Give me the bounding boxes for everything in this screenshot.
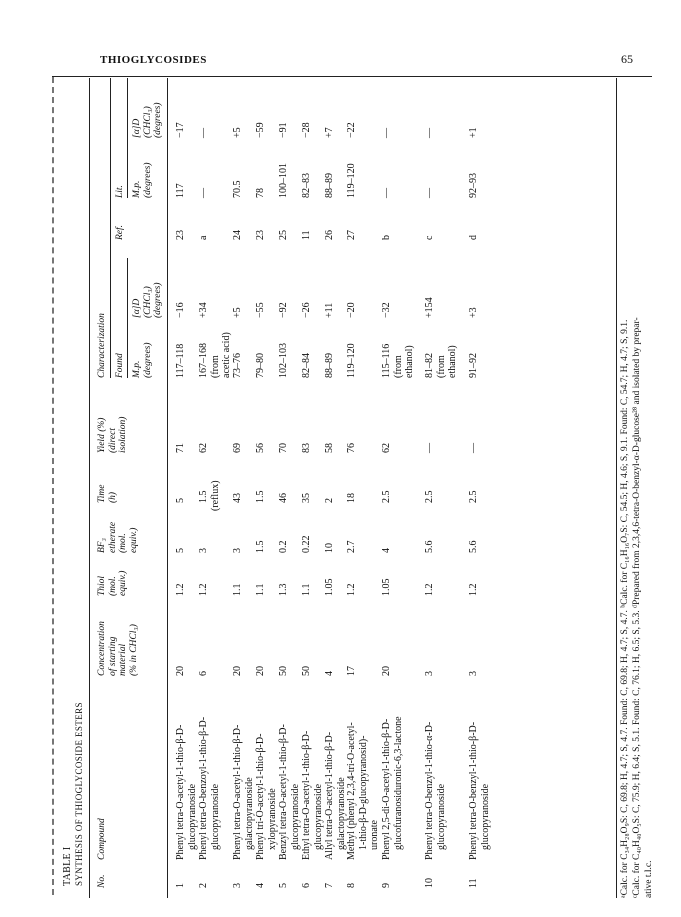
lit-rotation-value: −91	[278, 122, 289, 138]
header-lit-mp: M.p. (degrees)	[132, 162, 153, 198]
found-rotation-value: +3	[468, 307, 479, 318]
bf3-value: 2.7	[346, 540, 357, 553]
thiol-value: 1.1	[255, 583, 266, 596]
time-value: 2.5	[468, 490, 479, 503]
found-mp-value: 119–120	[346, 343, 357, 378]
rotated-table	[60, 78, 660, 898]
row-number: 2	[198, 883, 209, 888]
thiol-value: 1.3	[278, 583, 289, 596]
header-thiol: Thiol (mol. equiv.)	[97, 570, 128, 596]
gutter-rule	[52, 77, 54, 895]
row-number: 4	[255, 883, 266, 888]
compound-name: glucopyranoside	[186, 783, 198, 850]
lit-rotation-value: −17	[175, 122, 186, 138]
compound-name: uronate	[369, 820, 380, 850]
found-mp-value: (from	[435, 355, 447, 378]
found-mp-value: 167–168	[198, 343, 209, 378]
yield-value: 76	[346, 443, 357, 453]
found-rule	[127, 258, 128, 378]
concentration-value: 3	[424, 671, 435, 676]
header-ref: Ref.	[115, 224, 125, 240]
ref-value: 27	[346, 230, 357, 240]
compound-name: Phenyl tetra-O-acetyl-1-thio-β-D-	[175, 724, 186, 860]
ref-value: 25	[278, 230, 289, 240]
compound-name: glucofuranosiduronic-6,3-lactone	[392, 716, 404, 850]
found-rotation-value: +5	[232, 307, 243, 318]
yield-value: 56	[255, 443, 266, 453]
found-mp-value: ethanol)	[447, 345, 458, 378]
found-rotation-value: −55	[255, 302, 266, 318]
found-mp-value: acetic acid)	[221, 332, 232, 378]
header-lit: Lit.	[115, 185, 125, 198]
lit-rotation-value: —	[381, 128, 392, 138]
found-mp-value: 117–118	[175, 343, 186, 378]
found-rotation-value: −92	[278, 302, 289, 318]
yield-value: 58	[324, 443, 335, 453]
running-title: THIOGLYCOSIDES	[100, 54, 207, 66]
row-number: 3	[232, 883, 243, 888]
lit-rotation-value: −59	[255, 122, 266, 138]
compound-name: Phenyl tetra-O-benzyl-1-thio-β-D-	[468, 721, 479, 860]
table-bottom-rule	[616, 78, 617, 898]
compound-name: galactopyranoside	[335, 777, 347, 850]
bf3-value: 0.22	[301, 535, 312, 553]
concentration-value: 20	[175, 666, 186, 676]
lit-mp-value: —	[424, 188, 435, 198]
bf3-value: 10	[324, 543, 335, 553]
row-number: 6	[301, 883, 312, 888]
yield-value: —	[424, 443, 435, 453]
ref-value: 26	[324, 230, 335, 240]
lit-mp-value: —	[381, 188, 392, 198]
concentration-value: 4	[324, 671, 335, 676]
time-note: (reflux)	[209, 480, 221, 511]
compound-name: galactopyranoside	[243, 777, 255, 850]
found-rotation-value: +11	[324, 302, 335, 318]
compound-name: glucopyranoside	[289, 783, 301, 850]
thiol-value: 1.2	[198, 583, 209, 596]
page-number: 65	[621, 52, 633, 66]
ref-value: a	[198, 235, 209, 240]
time-value: 1.5	[198, 490, 209, 503]
header-rule	[52, 76, 652, 77]
compound-name: glucopyranoside	[209, 783, 221, 850]
time-value: 35	[301, 493, 312, 503]
ref-value: 24	[232, 230, 243, 240]
found-mp-value: 91–92	[468, 353, 479, 378]
found-rotation-value: −20	[346, 302, 357, 318]
found-mp-value: 81–82	[424, 353, 435, 378]
compound-name: glucopyranoside	[435, 783, 447, 850]
row-number: 8	[346, 883, 357, 888]
time-value: 46	[278, 493, 289, 503]
header-bottom-rule	[167, 78, 168, 898]
found-mp-value: (from	[209, 355, 221, 378]
header-found-rotation: [α]D (CHCl₃) (degrees)	[132, 282, 163, 318]
footnote-line-1: ᵃCalc. for C₃₄H₂₈O₉S: C, 69.8; H, 4.7; S, 4.7. Found: C, 69.8; H, 4.7; S, 4.7. ᵇCalc. for C₁₆H₁₆O₇S: C, 54.5; H, 4.6; S, 9.1. Found: C, 54.7; H, 4.7; S, 9.1.	[620, 319, 630, 898]
found-mp-value: 79–80	[255, 353, 266, 378]
row-number: 10	[424, 878, 435, 888]
thiol-value: 1.05	[381, 578, 392, 596]
header-found-mp: M.p. (degrees)	[132, 342, 153, 378]
time-value: 18	[346, 493, 357, 503]
yield-value: 62	[381, 443, 392, 453]
compound-name: Phenyl tetra-O-benzoyl-1-thio-β-D-	[198, 716, 209, 860]
bf3-value: 4	[381, 548, 392, 553]
found-rotation-value: −26	[301, 302, 312, 318]
found-mp-value: ethanol)	[404, 345, 415, 378]
lit-rotation-value: +5	[232, 127, 243, 138]
lit-mp-value: 119–120	[346, 163, 357, 198]
table-top-rule	[89, 78, 90, 898]
lit-mp-value: 92–93	[468, 173, 479, 198]
header-compound: Compound	[97, 818, 107, 860]
yield-value: 69	[232, 443, 243, 453]
found-mp-value: 73–76	[232, 353, 243, 378]
header-no: No.	[97, 874, 107, 888]
concentration-value: 20	[232, 666, 243, 676]
concentration-value: 20	[381, 666, 392, 676]
found-rotation-value: +34	[198, 302, 209, 318]
lit-mp-value: 100–101	[278, 163, 289, 198]
compound-name: glucopyranoside	[479, 783, 491, 850]
time-value: 5	[175, 498, 186, 503]
thiol-value: 1.2	[346, 583, 357, 596]
ref-value: c	[424, 235, 435, 240]
bf3-value: 3	[232, 548, 243, 553]
lit-mp-value: —	[198, 188, 209, 198]
header-characterization: Characterization	[97, 313, 107, 378]
row-number: 1	[175, 883, 186, 888]
concentration-value: 20	[255, 666, 266, 676]
row-number: 9	[381, 883, 392, 888]
compound-name: Allyl tetra-O-acetyl-1-thio-β-D-	[324, 731, 335, 860]
header-concentration: Concentration of starting material (% in CHCl₃)	[97, 621, 139, 676]
found-mp-value: 82–84	[301, 353, 312, 378]
lit-rotation-value: −28	[301, 122, 312, 138]
compound-name: Methyl (phenyl 2,3,4-tri-O-acetyl-	[346, 722, 357, 860]
lit-rotation-value: —	[424, 128, 435, 138]
thiol-value: 1.1	[232, 583, 243, 596]
yield-value: 62	[198, 443, 209, 453]
bf3-value: 5	[175, 548, 186, 553]
thiol-value: 1.1	[301, 583, 312, 596]
lit-mp-value: 88–89	[324, 173, 335, 198]
row-number: 11	[468, 878, 479, 888]
compound-name: xylopyranoside	[266, 788, 278, 850]
compound-name: Phenyl tri-O-acetyl-1-thio-β-D-	[255, 733, 266, 860]
compound-name: Ethyl tetra-O-acetyl-1-thio-β-D-	[301, 730, 312, 860]
found-mp-value: 115–116	[381, 343, 392, 378]
yield-value: 83	[301, 443, 312, 453]
header-time: Time (h)	[97, 484, 118, 503]
header-yield: Yield (%) (direct isolation)	[97, 416, 128, 453]
ref-value: 23	[175, 230, 186, 240]
lit-rotation-value: +7	[324, 127, 335, 138]
lit-mp-value: 70.5	[232, 180, 243, 198]
bf3-value: 1.5	[255, 540, 266, 553]
lit-rotation-value: +1	[468, 127, 479, 138]
lit-rule	[127, 78, 128, 198]
header-found: Found	[115, 353, 125, 378]
row-number: 5	[278, 883, 289, 888]
compound-name: Phenyl 2,5-di-O-acetyl-1-thio-β-D-	[381, 718, 392, 860]
found-rotation-value: −16	[175, 302, 186, 318]
lit-mp-value: 78	[255, 188, 266, 198]
footnote-line-2: ᶜCalc. for C₄₀H₄₀O₅S: C, 75.9; H, 6.4; S, 5.1. Found: C, 76.1; H, 6.5; S, 5.3. ᵈPrepared from 2,3,4,6-tetra-O-benzyl-α-D-glucose²⁸ and isolated by prepar-	[632, 317, 642, 898]
found-mp-value: 102–103	[278, 343, 289, 378]
ref-value: b	[381, 235, 392, 240]
concentration-value: 6	[198, 671, 209, 676]
row-number: 7	[324, 883, 335, 888]
concentration-value: 17	[346, 666, 357, 676]
characterization-rule	[110, 78, 111, 378]
header-bf3: BF₃ etherate (mol. equiv.)	[97, 521, 139, 553]
compound-name: Phenyl tetra-O-benzyl-1-thio-α-D-	[424, 721, 435, 860]
time-value: 2.5	[381, 490, 392, 503]
thiol-value: 1.2	[175, 583, 186, 596]
ref-value: 23	[255, 230, 266, 240]
thiol-value: 1.2	[468, 583, 479, 596]
ref-value: 11	[301, 230, 312, 240]
lit-rotation-value: −22	[346, 122, 357, 138]
concentration-value: 3	[468, 671, 479, 676]
ref-value: d	[468, 235, 479, 240]
yield-value: 71	[175, 443, 186, 453]
found-mp-value: 88–89	[324, 353, 335, 378]
concentration-value: 50	[278, 666, 289, 676]
yield-value: 70	[278, 443, 289, 453]
concentration-value: 50	[301, 666, 312, 676]
compound-name: Phenyl tetra-O-acetyl-1-thio-β-D-	[232, 724, 243, 860]
bf3-value: 5.6	[468, 540, 479, 553]
bf3-value: 0.2	[278, 540, 289, 553]
yield-value: —	[468, 443, 479, 453]
found-mp-value: (from	[392, 355, 404, 378]
compound-name: glucopyranoside	[312, 783, 324, 850]
time-value: 2	[324, 498, 335, 503]
bf3-value: 5.6	[424, 540, 435, 553]
table-label: TABLE I	[62, 846, 73, 886]
lit-mp-value: 82–83	[301, 173, 312, 198]
table-caption: SYNTHESIS OF THIOGLYCOSIDE ESTERS	[74, 702, 84, 886]
time-value: 2.5	[424, 490, 435, 503]
lit-mp-value: 117	[175, 183, 186, 198]
lit-rotation-value: —	[198, 128, 209, 138]
footnote-line-3: ative t.l.c.	[644, 860, 654, 898]
found-rotation-value: −32	[381, 302, 392, 318]
time-value: 43	[232, 493, 243, 503]
compound-name: 1-thio-β-D-glucopyranosid)-	[357, 735, 369, 850]
bf3-value: 3	[198, 548, 209, 553]
thiol-value: 1.2	[424, 583, 435, 596]
thiol-value: 1.05	[324, 578, 335, 596]
found-rotation-value: +154	[424, 297, 435, 318]
header-lit-rotation: [α]D (CHCl₃) (degrees)	[132, 102, 163, 138]
time-value: 1.5	[255, 490, 266, 503]
compound-name: Benzyl tetra-O-acetyl-1-thio-β-D-	[278, 724, 289, 860]
